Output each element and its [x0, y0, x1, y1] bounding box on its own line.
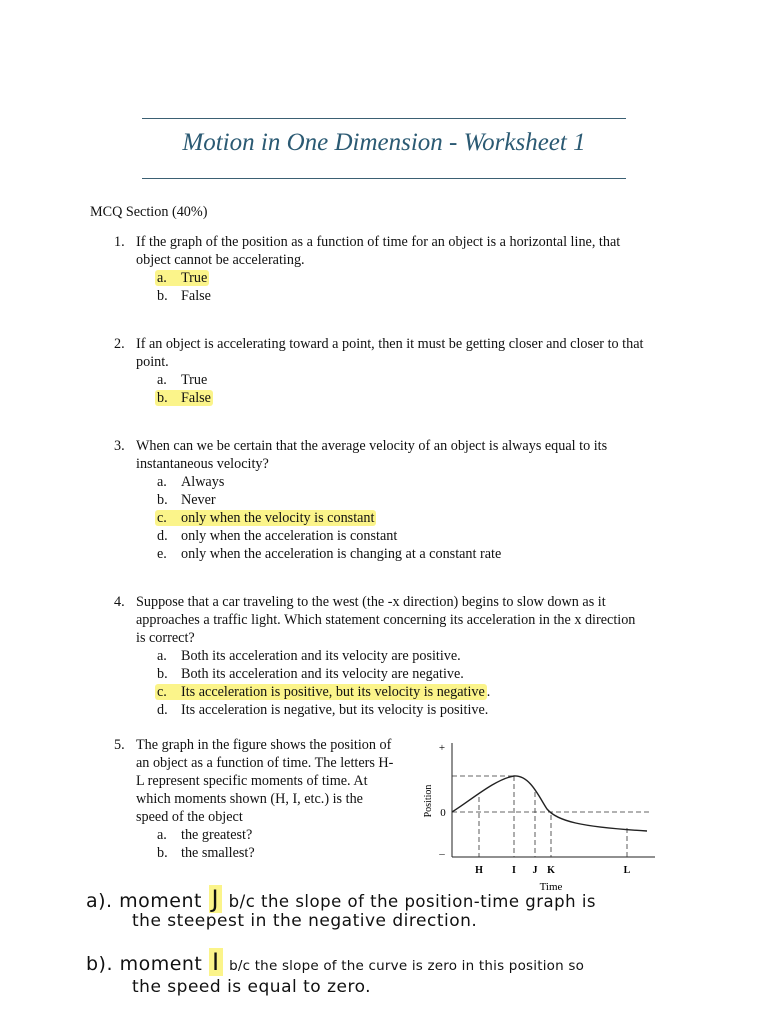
answer-option [157, 287, 211, 305]
handwritten-answer-a [86, 885, 596, 913]
option-text: True [181, 270, 208, 286]
moment-label-i: I [512, 865, 516, 876]
section-label: MCQ Section (40%) [90, 204, 208, 220]
answer-option [157, 473, 224, 491]
option-text: Both its acceleration and its velocity are negative. [181, 666, 464, 682]
option-letter: a. [157, 827, 167, 843]
page-title: Motion in One Dimension - Worksheet 1 [182, 129, 586, 156]
position-time-graph [415, 735, 660, 893]
question-text-line: The graph in the figure shows the position of [136, 737, 392, 753]
option-text: only when the acceleration is changing at a constant rate [181, 546, 502, 562]
question-text-line: L represent specific moments of time. At [136, 773, 368, 789]
option-letter: a. [157, 648, 167, 664]
question-number: 2. [114, 336, 125, 352]
question-text-line: approaches a traffic light. Which statement concerning its acceleration in the x direction [136, 612, 636, 628]
question-number: 1. [114, 234, 125, 250]
option-text: the smallest? [181, 845, 255, 861]
answer-option [157, 389, 213, 407]
option-letter: e. [157, 546, 167, 562]
option-letter: c. [157, 684, 167, 700]
answer-label: a). [86, 890, 113, 912]
answer-text: b/c the slope of the curve is zero in this position so [229, 958, 585, 974]
y-tick-zero: 0 [440, 807, 446, 819]
moment-label-j: J [532, 865, 538, 876]
x-axis-label: Time [539, 881, 563, 893]
answer-text: moment [119, 953, 203, 975]
answer-text: moment [119, 890, 202, 912]
answer-mark-j: J [209, 885, 223, 913]
option-letter: b. [157, 492, 168, 508]
option-text: True [181, 372, 208, 388]
option-text: False [181, 288, 211, 304]
answer-mark-i: I [209, 948, 223, 976]
option-letter: a. [157, 474, 167, 490]
moment-label-l: L [623, 865, 631, 876]
question-number: 5. [114, 737, 125, 753]
option-text: Never [181, 492, 216, 508]
option-letter: b. [157, 390, 168, 406]
question-text-line: speed of the object [136, 809, 243, 825]
question-text-line: If an object is accelerating toward a point, then it must be getting closer and closer to that [136, 336, 644, 352]
position-curve [452, 776, 647, 831]
answer-option [157, 371, 207, 389]
question-number: 4. [114, 594, 125, 610]
option-letter: a. [157, 372, 167, 388]
option-letter: b. [157, 288, 168, 304]
option-suffix: . [486, 684, 491, 700]
question-text-line: which moments shown (H, I, etc.) is the [136, 791, 363, 807]
title-rule-bottom [142, 178, 626, 179]
question-text-line: If the graph of the position as a function of time for an object is a horizontal line, that [136, 234, 621, 250]
answer-option [157, 826, 252, 844]
y-axis-label: Position [423, 784, 434, 818]
question-text-line: When can we be certain that the average velocity of an object is always equal to its [136, 438, 608, 454]
answer-option [157, 665, 464, 683]
option-letter: c. [157, 510, 167, 526]
question-text-line: is correct? [136, 630, 195, 646]
handwritten-answer-b [86, 948, 584, 976]
answer-option [157, 844, 255, 862]
answer-option [157, 491, 216, 509]
question-text-line: instantaneous velocity? [136, 456, 269, 472]
option-letter: b. [157, 666, 168, 682]
y-tick-minus: – [439, 848, 445, 860]
answer-label: b). [86, 953, 114, 975]
title-rule-top [142, 118, 626, 119]
option-text: Its acceleration is positive, but its velocity is negative [181, 684, 485, 700]
answer-option [157, 647, 461, 665]
answer-option [157, 701, 488, 719]
y-tick-plus: + [438, 742, 446, 754]
question-text-line: object cannot be accelerating. [136, 252, 305, 268]
answer-option [157, 545, 501, 563]
option-letter: d. [157, 528, 168, 544]
handwritten-answer-b-continued: the speed is equal to zero. [132, 977, 372, 997]
option-letter: d. [157, 702, 168, 718]
question-text-line: Suppose that a car traveling to the west (the -x direction) begins to slow down as it [136, 594, 606, 610]
option-letter: b. [157, 845, 168, 861]
question-number: 3. [114, 438, 125, 454]
answer-option [157, 509, 376, 527]
option-letter: a. [157, 270, 167, 286]
answer-option [157, 527, 397, 545]
option-text: Both its acceleration and its velocity are positive. [181, 648, 461, 664]
option-text: Always [181, 474, 225, 490]
answer-text: b/c the slope of the position-time graph is [228, 892, 597, 911]
moment-label-k: K [547, 865, 555, 876]
question-text-line: point. [136, 354, 169, 370]
option-text: the greatest? [181, 827, 253, 843]
option-text: Its acceleration is negative, but its velocity is positive. [181, 702, 489, 718]
option-text: False [181, 390, 211, 406]
answer-option [157, 269, 209, 287]
option-text: only when the velocity is constant [181, 510, 375, 526]
moment-label-h: H [475, 865, 483, 876]
question-text-line: an object as a function of time. The letters H- [136, 755, 394, 771]
answer-option [157, 683, 490, 701]
handwritten-answer-a-continued: the steepest in the negative direction. [132, 911, 478, 931]
option-text: only when the acceleration is constant [181, 528, 398, 544]
